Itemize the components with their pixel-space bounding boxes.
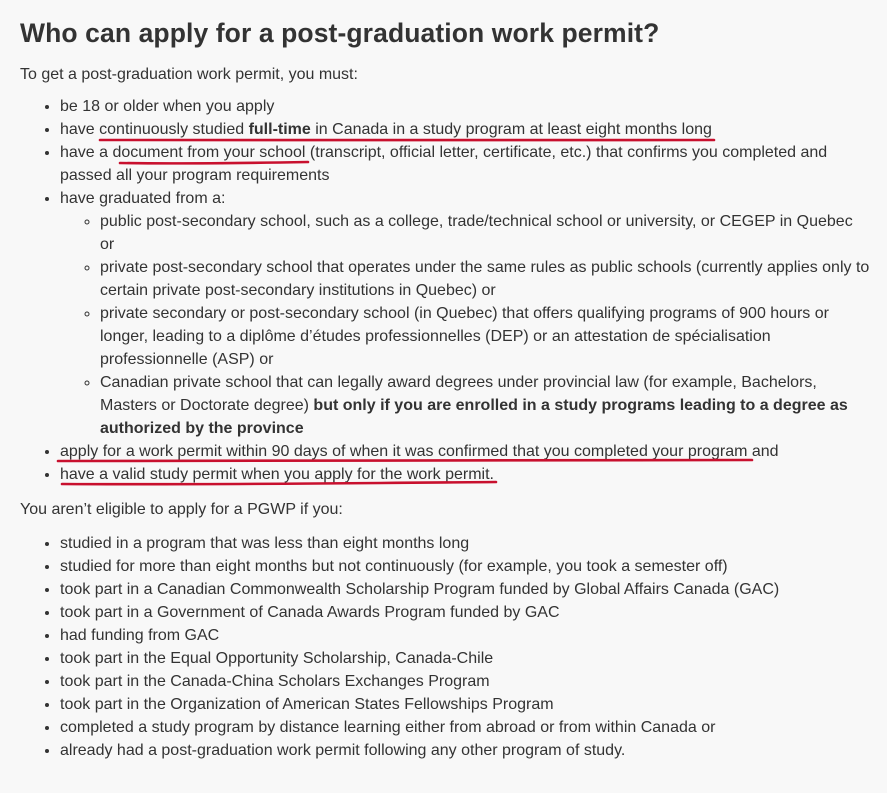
ineligibility-text: already had a post-graduation work permit following any other program of study. (60, 742, 626, 759)
school-type-text: public post-secondary school, such as a college, trade/technical school or university, or CEGEP in Quebec or (100, 213, 853, 253)
ineligibility-text: studied for more than eight months but not continuously (for example, you took a semester off) (60, 558, 728, 575)
requirement-text: (transcript, official letter, certificate, etc.) that confirms you completed and passed all your program requirements (60, 144, 828, 184)
school-type-list (60, 210, 870, 440)
requirement-text: have (60, 121, 100, 138)
requirement-text: have a (60, 144, 113, 161)
school-type-text: private secondary or post-secondary school (in Quebec) that offers qualifying programs of 900 hours or longer, leading to a diplôme d’études professionnelles (DEP) or an attestation de spécialisation professionnelle (ASP) or (100, 305, 829, 368)
list-item (60, 670, 870, 693)
requirement-text: and (747, 443, 779, 460)
ineligibility-text: took part in the Canada-China Scholars Exchanges Program (60, 673, 490, 690)
ineligibility-text: took part in a Government of Canada Awards Program funded by GAC (60, 604, 560, 621)
school-type-text: Canadian private school that can legally award degrees under provincial law (for example, Bachelors, Masters or Doctorate degree) (100, 374, 817, 414)
emphasis-full-time: full-time (248, 121, 311, 138)
list-item (100, 371, 870, 440)
ineligibility-text: completed a study program by distance learning either from abroad or from within Canada or (60, 719, 716, 736)
ineligibility-text: took part in the Organization of American States Fellowships Program (60, 696, 554, 713)
list-item (60, 578, 870, 601)
requirement-text: have graduated from a: (60, 190, 226, 207)
list-item (60, 647, 870, 670)
list-item (60, 716, 870, 739)
list-item (100, 210, 870, 256)
list-item (60, 624, 870, 647)
list-item (60, 693, 870, 716)
ineligible-intro: You aren’t eligible to apply for a PGWP if you: (20, 501, 343, 518)
school-type-text: private post-secondary school that operates under the same rules as public schools (currently applies only to certain private post-secondary institutions in Quebec) or (100, 259, 870, 299)
ineligibility-text: took part in the Equal Opportunity Scholarship, Canada-Chile (60, 650, 494, 667)
requirements-list (20, 95, 870, 486)
list-item (100, 256, 870, 302)
list-item (60, 601, 870, 624)
requirement-text: have a valid study permit when you apply for the work permit. (60, 466, 494, 483)
ineligibility-text: studied in a program that was less than eight months long (60, 535, 470, 552)
requirements-intro: To get a post-graduation work permit, you must: (20, 66, 358, 83)
requirement-text: in Canada in a study program at least eight months long (310, 121, 712, 138)
list-item (60, 187, 870, 440)
list-item (60, 555, 870, 578)
page-title: Who can apply for a post-graduation work permit? (20, 18, 660, 48)
list-item (60, 95, 870, 118)
list-item (60, 739, 870, 762)
requirement-text: document from your school (112, 144, 306, 161)
ineligibility-text: took part in a Canadian Commonwealth Scholarship Program funded by Global Affairs Canada (GAC) (60, 581, 780, 598)
list-item (60, 532, 870, 555)
ineligible-list (20, 532, 870, 762)
list-item (60, 463, 870, 486)
list-item (60, 141, 870, 187)
requirement-text: continuously studied (99, 121, 249, 138)
emphasis-degree-condition: but only if you are enrolled in a study programs leading to a degree as authorized by the province (100, 397, 848, 437)
list-item (100, 302, 870, 371)
list-item (60, 118, 870, 141)
requirement-text: apply for a work permit within 90 days of when it was confirmed that you completed your program (60, 443, 748, 460)
ineligibility-text: had funding from GAC (60, 627, 220, 644)
requirement-age: be 18 or older when you apply (60, 98, 275, 115)
list-item (60, 440, 870, 463)
